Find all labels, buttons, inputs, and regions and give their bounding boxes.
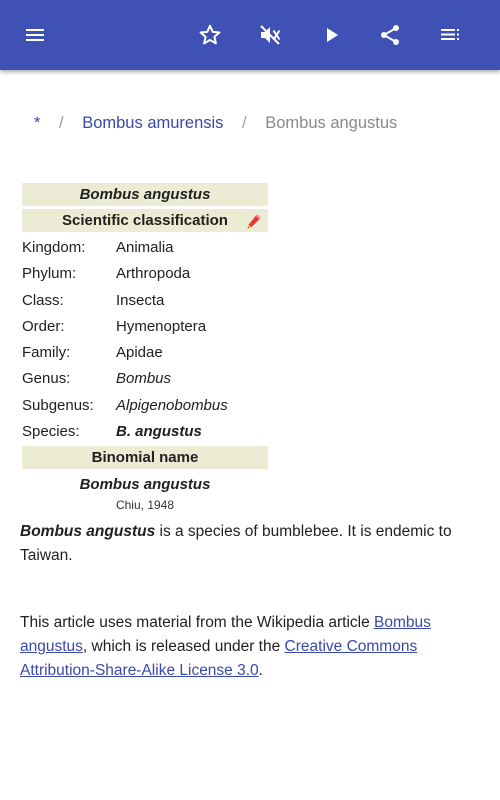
star-outline-icon	[198, 23, 222, 47]
taxon-value: Apidae	[116, 344, 163, 362]
license-link[interactable]: Creative Commons Attribution-Share-Alike License 3.0	[20, 638, 418, 679]
taxon-row-order	[22, 314, 268, 340]
binomial-name: Bombus angustus	[79, 476, 211, 494]
play-icon	[319, 23, 343, 47]
classification-header-label: Scientific classification	[62, 212, 228, 229]
taxon-rank-label: Phylum:	[22, 265, 77, 283]
breadcrumb-current: Bombus angustus	[265, 114, 398, 132]
play-button[interactable]	[311, 15, 351, 55]
favorite-button[interactable]	[190, 15, 230, 55]
article-lead-text: is a species of bumblebee. It is endemic to Taiwan.	[20, 523, 452, 564]
wikipedia-article-link[interactable]: Bombus angustus	[20, 614, 431, 655]
taxon-rank-label: Genus:	[22, 370, 71, 388]
taxon-row-phylum	[22, 261, 268, 287]
taxon-rank-label: Subgenus:	[22, 396, 94, 414]
menu-icon	[23, 23, 47, 47]
mute-button[interactable]	[250, 15, 290, 55]
classification-header	[22, 209, 268, 232]
taxon-row-class	[22, 288, 268, 314]
article-subject: Bombus angustus	[20, 523, 156, 540]
breadcrumb	[34, 114, 397, 133]
pencil-icon[interactable]	[245, 212, 263, 230]
attribution-suffix: .	[258, 662, 263, 679]
taxon-value: Animalia	[116, 239, 174, 256]
taxon-row-kingdom	[22, 235, 268, 261]
binomial-authority: Chiu, 1948	[115, 498, 175, 513]
breadcrumb-separator: /	[59, 114, 64, 132]
breadcrumb-root-link[interactable]: *	[34, 114, 41, 132]
binomial-header: Binomial name	[22, 446, 268, 469]
taxon-value: Insecta	[116, 291, 165, 309]
taxon-value: Bombus	[116, 370, 172, 388]
article-lead-paragraph	[20, 520, 480, 568]
taxon-value: Hymenoptera	[116, 317, 207, 335]
taxon-rank-label: Species:	[22, 423, 80, 441]
taxon-row-subgenus	[22, 393, 268, 419]
taxon-row-family	[22, 340, 268, 366]
breadcrumb-separator: /	[242, 114, 247, 132]
breadcrumb-parent-link[interactable]: Bombus amurensis	[82, 114, 224, 132]
taxon-value: B. angustus	[116, 423, 202, 441]
app-toolbar	[0, 0, 500, 70]
share-button[interactable]	[370, 15, 410, 55]
taxon-rank-label: Family:	[22, 344, 71, 362]
attribution-prefix: This article uses material from the Wikipedia article	[20, 614, 375, 631]
taxobox-title: Bombus angustus	[22, 183, 268, 206]
volume-mute-icon	[258, 23, 282, 47]
taxon-value: Alpigenobombus	[116, 396, 228, 414]
taxon-rank-label: Kingdom:	[22, 239, 86, 256]
taxon-rank-label: Order:	[22, 317, 65, 335]
menu-button[interactable]	[15, 15, 55, 55]
playlist-icon	[438, 23, 462, 47]
share-icon	[378, 23, 402, 47]
classification-rows	[22, 235, 268, 445]
attribution-middle: , which is released under the	[82, 638, 285, 655]
taxon-row-genus	[22, 366, 268, 392]
taxon-rank-label: Class:	[22, 291, 64, 309]
taxobox	[22, 183, 268, 514]
contents-button[interactable]	[430, 15, 470, 55]
taxon-row-species	[22, 419, 268, 445]
attribution-paragraph	[20, 611, 480, 683]
taxon-value: Arthropoda	[116, 265, 191, 283]
